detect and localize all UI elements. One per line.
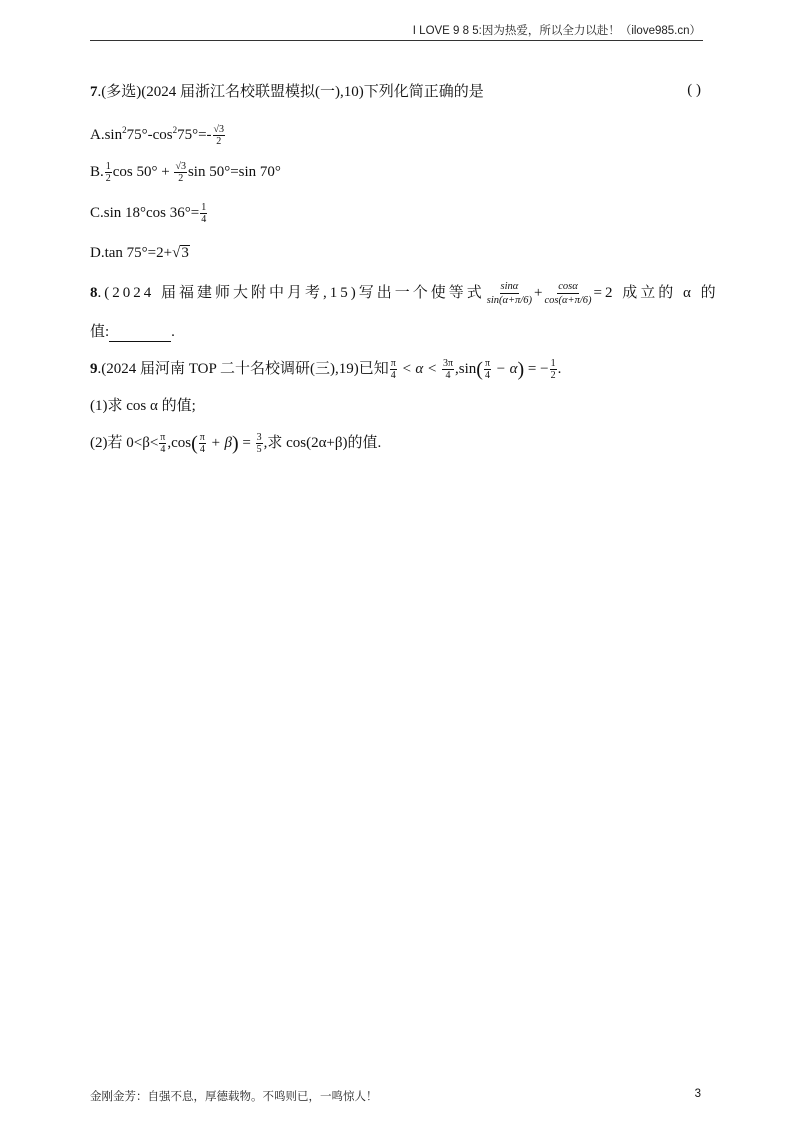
q9-part-2: (2)若 0<β< $\frac{\pi}{4}$ ,cos( $\frac{\pi}{4}$ + β) = $\frac{3}{5}$ ,求 cos(2α+β)的值. (90, 432, 382, 455)
footer-motto: 金刚金芳：自强不息，厚德载物。不鸣则已，一鸣惊人！ (90, 1089, 378, 1103)
q7-option-b: B. $\frac{1}{2}$ cos 50° + $\frac{√3}{2}$ sin 50°=sin 70° (90, 161, 281, 184)
page-number: 3 (694, 1088, 701, 1100)
q7-option-a: $A.\sin^275^\circ-\cos^275^\circ=-$ $\frac{√3}{2}$ (90, 124, 225, 148)
q7a-fraction: $\frac{√3}{2}$ (213, 124, 225, 148)
header-rule (90, 40, 703, 41)
q7-option-d: D.tan 75°=2+√3 (90, 245, 189, 261)
q9-part-1: (1)求 cos α 的值; (90, 398, 196, 414)
q9-number: 9 (90, 360, 98, 377)
q7-answer-paren: ( ) (687, 82, 701, 98)
page-header: I LOVE 9 8 5:因为热爱，所以全力以赴！（ilove985.cn） (412, 25, 701, 37)
q8-number: 8 (90, 284, 98, 301)
q7-number: 7 (90, 84, 98, 100)
q7-stem: 7.(多选)(2024 届浙江名校联盟模拟(一),10)下列化简正确的是 (90, 84, 484, 100)
q8-fraction-sin: $\frac{\sin\alpha}{\sin(\alpha+\pi/6)}$ (486, 281, 533, 306)
q7-option-c: C.sin 18°cos 36°= $\frac{1}{4}$ (90, 202, 207, 225)
q8-answer-blank[interactable] (109, 327, 171, 342)
q9-stem: 9.(2024 届河南 TOP 二十名校调研(三),19)已知 $\frac{\pi}{4}$ < α < $\frac{3\pi}{4}$ ,sin( $\frac{\pi}{4}$ − α) = − $\frac{1}{2}$ . (90, 358, 562, 381)
q8-stem: 8.(2024 届福建师大附中月考,15)写出一个使等式 $\frac{\sin\alpha}{\sin(\alpha+\pi/6)}$ + $\frac{\cos\alpha}{\cos(\alpha+\pi/6)}$ =2 成立的 α 的 (90, 281, 719, 306)
q8-fraction-cos: $\frac{\cos\alpha}{\cos(\alpha+\pi/6)}$ (544, 281, 592, 306)
q8-answer-line: 值: . (90, 324, 175, 340)
